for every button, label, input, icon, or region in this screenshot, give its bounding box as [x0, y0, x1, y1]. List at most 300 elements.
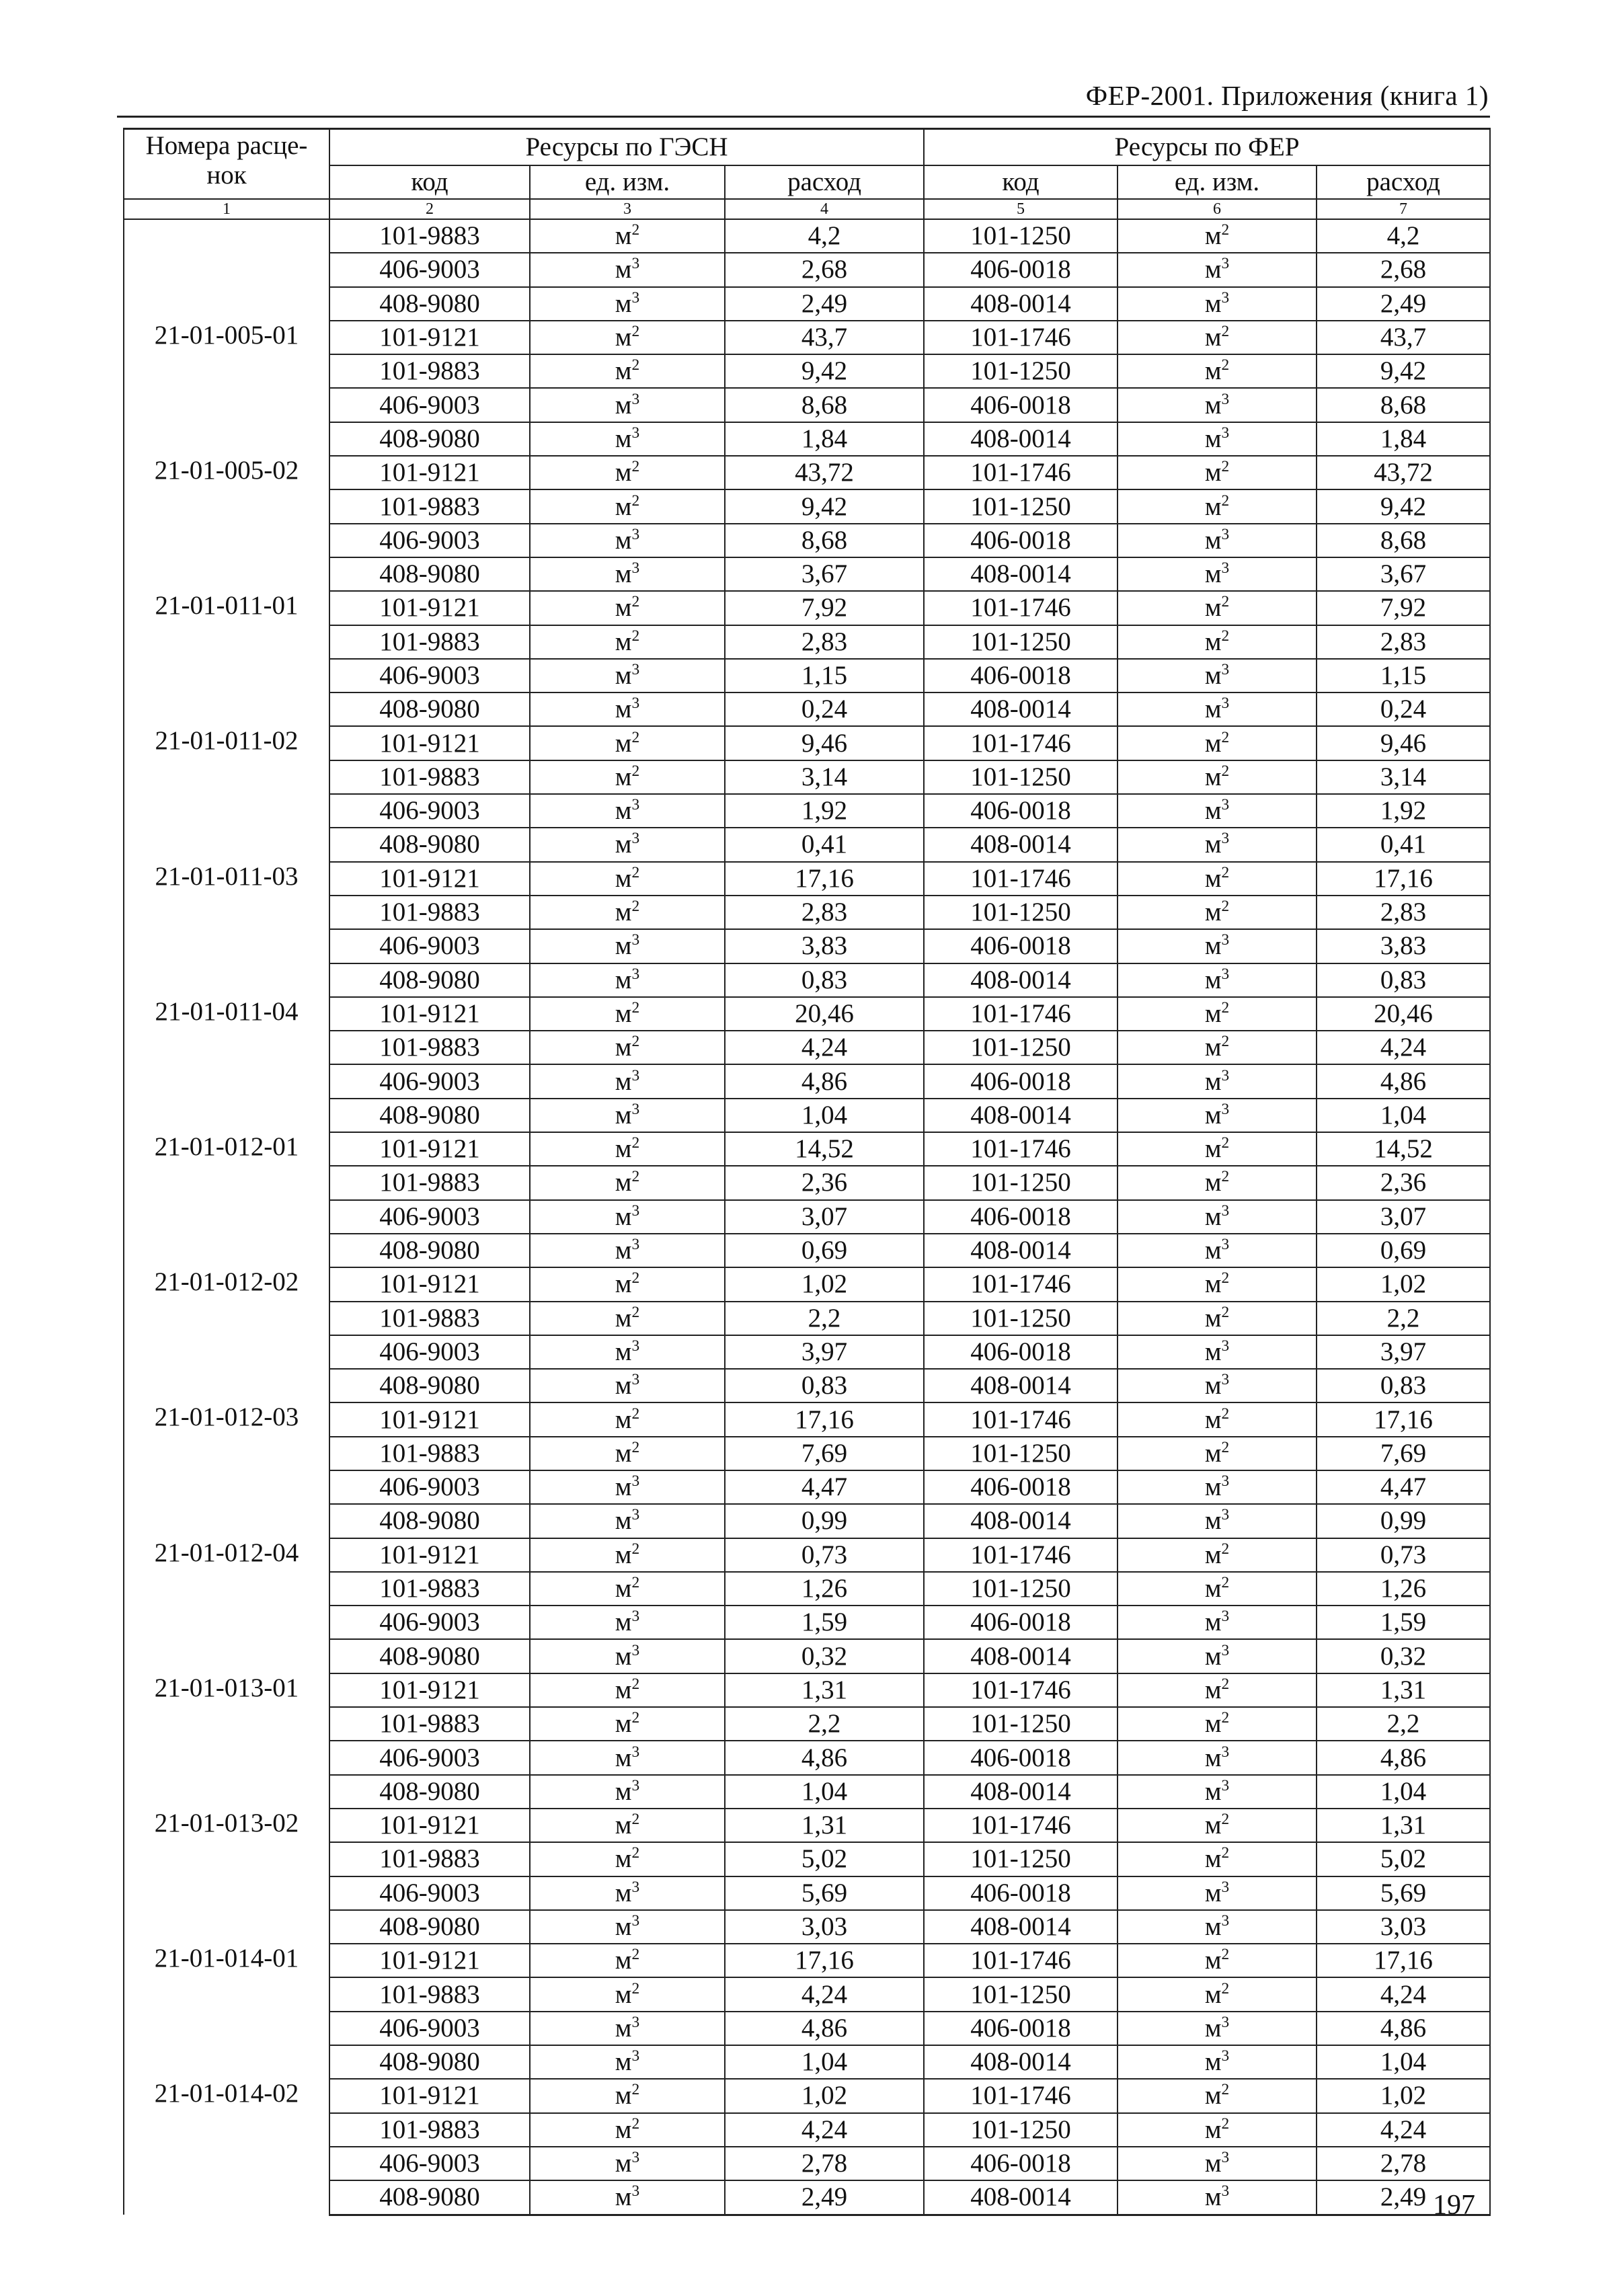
unit-base: м — [615, 830, 632, 859]
unit-exponent: 2 — [1221, 1540, 1230, 1558]
fer-unit-cell — [1118, 2147, 1317, 2180]
unit-exponent: 2 — [1221, 1438, 1230, 1456]
gesn-unit-cell — [530, 1369, 725, 1402]
unit-exponent: 2 — [631, 1844, 640, 1862]
gesn-qty-cell: 7,92 — [725, 591, 924, 625]
gesn-code-cell: 408-9080 — [329, 1234, 530, 1267]
gesn-qty-cell: 4,24 — [725, 2113, 924, 2147]
unit-exponent: 3 — [1221, 695, 1230, 713]
fer-unit-cell — [1118, 1031, 1317, 1064]
gesn-unit-cell — [530, 1572, 725, 1606]
header-fer-qty: расход — [1317, 165, 1490, 199]
fer-unit-cell — [1118, 760, 1317, 794]
unit-base: м — [1204, 1911, 1222, 1941]
unit-base: м — [1204, 1641, 1222, 1671]
gesn-unit-cell — [530, 489, 725, 523]
rate-number-cell: 21-01-011-03 — [124, 862, 329, 997]
gesn-qty-cell: 1,02 — [725, 1267, 924, 1301]
gesn-code-cell: 408-9080 — [329, 422, 530, 456]
gesn-code-cell: 101-9121 — [329, 456, 530, 489]
gesn-unit-cell — [530, 1335, 725, 1369]
gesn-unit-cell — [530, 1842, 725, 1876]
table-row — [124, 1538, 1490, 1572]
column-number: 4 — [725, 199, 924, 219]
fer-unit-cell — [1118, 1606, 1317, 1639]
fer-code-cell: 408-0014 — [924, 963, 1118, 997]
gesn-qty-cell: 0,32 — [725, 1639, 924, 1673]
fer-qty-cell: 1,15 — [1317, 659, 1490, 692]
gesn-code-cell: 101-9883 — [329, 625, 530, 659]
fer-unit-cell — [1118, 1335, 1317, 1369]
unit-exponent: 2 — [631, 898, 640, 916]
rate-number-cell: 21-01-005-01 — [124, 321, 329, 456]
unit-base: м — [615, 898, 632, 927]
gesn-unit-cell — [530, 2147, 725, 2180]
unit-base: м — [615, 1844, 632, 1874]
gesn-qty-cell: 3,97 — [725, 1335, 924, 1369]
unit-exponent: 3 — [1221, 1201, 1230, 1220]
unit-base: м — [615, 796, 632, 826]
gesn-qty-cell: 1,26 — [725, 1572, 924, 1606]
fer-qty-cell: 0,32 — [1317, 1639, 1490, 1673]
unit-base: м — [615, 661, 632, 690]
gesn-code-cell: 406-9003 — [329, 1064, 530, 1098]
fer-unit-cell — [1118, 1673, 1317, 1707]
unit-exponent: 2 — [1221, 1946, 1230, 1964]
unit-exponent: 2 — [631, 1811, 640, 1829]
unit-base: м — [1204, 1506, 1222, 1536]
unit-exponent: 3 — [1221, 1100, 1230, 1118]
fer-qty-cell: 0,83 — [1317, 963, 1490, 997]
gesn-unit-cell — [530, 1977, 725, 2011]
unit-exponent: 3 — [631, 2047, 640, 2065]
unit-base: м — [615, 1201, 632, 1231]
unit-base: м — [1204, 796, 1222, 826]
gesn-qty-cell: 3,14 — [725, 760, 924, 794]
fer-code-cell: 101-1250 — [924, 1302, 1118, 1335]
fer-qty-cell: 5,69 — [1317, 1876, 1490, 1910]
gesn-unit-cell — [530, 794, 725, 828]
unit-exponent: 3 — [631, 1506, 640, 1524]
fer-qty-cell: 4,24 — [1317, 2113, 1490, 2147]
unit-exponent: 3 — [631, 1743, 640, 1761]
column-number-row — [124, 199, 1490, 219]
unit-exponent: 2 — [631, 627, 640, 645]
gesn-qty-cell: 4,24 — [725, 1031, 924, 1064]
fer-code-cell: 101-1250 — [924, 625, 1118, 659]
gesn-unit-cell — [530, 896, 725, 929]
unit-base: м — [1204, 1540, 1222, 1569]
gesn-code-cell: 101-9883 — [329, 760, 530, 794]
unit-base: м — [1204, 1844, 1222, 1874]
unit-exponent: 2 — [631, 1033, 640, 1051]
gesn-qty-cell: 1,04 — [725, 1099, 924, 1132]
unit-exponent: 2 — [631, 1675, 640, 1693]
gesn-qty-cell: 3,83 — [725, 929, 924, 963]
unit-base: м — [615, 1134, 632, 1164]
rate-number-cell: 21-01-013-01 — [124, 1673, 329, 1809]
gesn-code-cell: 101-9883 — [329, 1437, 530, 1470]
gesn-unit-cell — [530, 1234, 725, 1267]
fer-qty-cell: 17,16 — [1317, 862, 1490, 896]
fer-code-cell: 101-1250 — [924, 896, 1118, 929]
table-row — [124, 997, 1490, 1031]
unit-base: м — [1204, 1337, 1222, 1366]
unit-base: м — [1204, 491, 1222, 521]
unit-base: м — [615, 1066, 632, 1096]
unit-base: м — [1204, 525, 1222, 555]
unit-base: м — [615, 1574, 632, 1604]
gesn-unit-cell — [530, 929, 725, 963]
unit-exponent: 3 — [631, 255, 640, 273]
fer-qty-cell: 43,7 — [1317, 321, 1490, 354]
unit-exponent: 3 — [631, 2013, 640, 2031]
fer-qty-cell: 3,14 — [1317, 760, 1490, 794]
gesn-qty-cell: 4,86 — [725, 1064, 924, 1098]
table-row — [124, 1267, 1490, 1301]
unit-base: м — [1204, 2182, 1222, 2212]
fer-unit-cell — [1118, 253, 1317, 286]
fer-code-cell: 406-0018 — [924, 1606, 1118, 1639]
gesn-qty-cell: 1,92 — [725, 794, 924, 828]
gesn-qty-cell: 20,46 — [725, 997, 924, 1031]
unit-exponent: 3 — [631, 965, 640, 983]
fer-unit-cell — [1118, 1572, 1317, 1606]
unit-base: м — [615, 1878, 632, 1907]
unit-exponent: 3 — [631, 1641, 640, 1659]
gesn-unit-cell — [530, 2113, 725, 2147]
unit-exponent: 3 — [1221, 390, 1230, 408]
gesn-code-cell: 101-9883 — [329, 2113, 530, 2147]
fer-unit-cell — [1118, 2180, 1317, 2215]
fer-qty-cell: 17,16 — [1317, 1944, 1490, 1977]
fer-unit-cell — [1118, 591, 1317, 625]
unit-exponent: 2 — [631, 1303, 640, 1321]
fer-qty-cell: 2,78 — [1317, 2147, 1490, 2180]
table-row — [124, 862, 1490, 896]
gesn-unit-cell — [530, 1200, 725, 1234]
fer-qty-cell: 1,59 — [1317, 1606, 1490, 1639]
unit-exponent: 2 — [1221, 898, 1230, 916]
fer-qty-cell: 2,2 — [1317, 1707, 1490, 1741]
unit-exponent: 3 — [631, 288, 640, 307]
table-row — [124, 1402, 1490, 1436]
unit-exponent: 2 — [1221, 2114, 1230, 2133]
unit-base: м — [1204, 288, 1222, 318]
unit-exponent: 2 — [631, 2081, 640, 2099]
rate-number-cell — [124, 219, 329, 321]
gesn-code-cell: 101-9121 — [329, 321, 530, 354]
gesn-qty-cell: 4,47 — [725, 1470, 924, 1504]
unit-base: м — [615, 1371, 632, 1400]
unit-exponent: 3 — [1221, 288, 1230, 307]
unit-exponent: 3 — [1221, 1608, 1230, 1626]
unit-base: м — [615, 1472, 632, 1502]
fer-code-cell: 406-0018 — [924, 2147, 1118, 2180]
fer-unit-cell — [1118, 625, 1317, 659]
fer-unit-cell — [1118, 524, 1317, 557]
unit-base: м — [1204, 390, 1222, 420]
gesn-qty-cell: 0,99 — [725, 1504, 924, 1538]
fer-qty-cell: 3,07 — [1317, 1200, 1490, 1234]
unit-base: м — [615, 1776, 632, 1806]
unit-exponent: 2 — [631, 762, 640, 780]
gesn-unit-cell — [530, 692, 725, 726]
unit-base: м — [615, 1303, 632, 1333]
header-rates-label: Номера расце- нок — [145, 131, 308, 190]
gesn-qty-cell: 0,41 — [725, 828, 924, 861]
unit-exponent: 2 — [1221, 1134, 1230, 1152]
fer-code-cell: 406-0018 — [924, 1876, 1118, 1910]
fer-code-cell: 408-0014 — [924, 2045, 1118, 2079]
gesn-code-cell: 406-9003 — [329, 1876, 530, 1910]
gesn-unit-cell — [530, 1099, 725, 1132]
fer-unit-cell — [1118, 692, 1317, 726]
unit-exponent: 2 — [1221, 1811, 1230, 1829]
unit-base: м — [615, 221, 632, 251]
unit-base: м — [615, 2047, 632, 2077]
gesn-unit-cell — [530, 2045, 725, 2079]
unit-exponent: 3 — [631, 1608, 640, 1626]
gesn-unit-cell — [530, 625, 725, 659]
gesn-code-cell: 101-9121 — [329, 1944, 530, 1977]
unit-exponent: 3 — [1221, 1506, 1230, 1524]
unit-exponent: 3 — [631, 1776, 640, 1794]
gesn-unit-cell — [530, 997, 725, 1031]
unit-base: м — [1204, 424, 1222, 453]
unit-exponent: 3 — [631, 1911, 640, 1930]
unit-base: м — [1204, 1675, 1222, 1704]
unit-exponent: 2 — [1221, 356, 1230, 374]
fer-code-cell: 101-1746 — [924, 1267, 1118, 1301]
fer-qty-cell: 43,72 — [1317, 456, 1490, 489]
unit-base: м — [1204, 1236, 1222, 1265]
fer-qty-cell: 4,47 — [1317, 1470, 1490, 1504]
unit-exponent: 3 — [631, 830, 640, 848]
unit-base: м — [615, 559, 632, 589]
fer-unit-cell — [1118, 1842, 1317, 1876]
fer-qty-cell: 4,2 — [1317, 219, 1490, 253]
gesn-qty-cell: 1,84 — [725, 422, 924, 456]
fer-code-cell: 101-1250 — [924, 1166, 1118, 1199]
column-number: 1 — [124, 199, 329, 219]
unit-base: м — [615, 1911, 632, 1941]
fer-qty-cell: 0,99 — [1317, 1504, 1490, 1538]
unit-base: м — [615, 1100, 632, 1130]
unit-exponent: 2 — [631, 1540, 640, 1558]
unit-base: м — [1204, 1134, 1222, 1164]
table-row — [124, 1944, 1490, 1977]
unit-exponent: 2 — [1221, 2081, 1230, 2099]
fer-code-cell: 101-1746 — [924, 1402, 1118, 1436]
fer-code-cell: 101-1250 — [924, 219, 1118, 253]
fer-qty-cell: 1,04 — [1317, 2045, 1490, 2079]
unit-base: м — [1204, 762, 1222, 791]
unit-base: м — [1204, 255, 1222, 284]
gesn-qty-cell: 2,36 — [725, 1166, 924, 1199]
unit-exponent: 3 — [631, 559, 640, 578]
gesn-unit-cell — [530, 1673, 725, 1707]
fer-unit-cell — [1118, 1470, 1317, 1504]
fer-qty-cell: 0,83 — [1317, 1369, 1490, 1402]
fer-qty-cell: 9,46 — [1317, 726, 1490, 760]
rate-number-cell: 21-01-012-04 — [124, 1538, 329, 1673]
unit-exponent: 3 — [1221, 1066, 1230, 1084]
unit-exponent: 3 — [1221, 1743, 1230, 1761]
unit-base: м — [1204, 1709, 1222, 1739]
fer-unit-cell — [1118, 456, 1317, 489]
fer-qty-cell: 4,86 — [1317, 1741, 1490, 1774]
gesn-code-cell: 101-9121 — [329, 2079, 530, 2112]
fer-unit-cell — [1118, 1369, 1317, 1402]
unit-exponent: 2 — [1221, 1574, 1230, 1592]
unit-exponent: 2 — [631, 1946, 640, 1964]
gesn-code-cell: 408-9080 — [329, 557, 530, 591]
gesn-qty-cell: 8,68 — [725, 524, 924, 557]
unit-base: м — [1204, 2047, 1222, 2077]
header-gesn-group: Ресурсы по ГЭСН — [329, 129, 924, 166]
gesn-code-cell: 101-9883 — [329, 1572, 530, 1606]
fer-code-cell: 101-1746 — [924, 591, 1118, 625]
unit-base: м — [1204, 965, 1222, 994]
unit-base: м — [615, 1641, 632, 1671]
gesn-code-cell: 101-9121 — [329, 591, 530, 625]
unit-base: м — [1204, 1371, 1222, 1400]
gesn-qty-cell: 2,68 — [725, 253, 924, 286]
fer-unit-cell — [1118, 1876, 1317, 1910]
fer-qty-cell: 2,49 — [1317, 287, 1490, 321]
unit-exponent: 2 — [631, 356, 640, 374]
gesn-unit-cell — [530, 253, 725, 286]
fer-unit-cell — [1118, 557, 1317, 591]
fer-code-cell: 408-0014 — [924, 1504, 1118, 1538]
unit-base: м — [1204, 1404, 1222, 1434]
gesn-qty-cell: 2,78 — [725, 2147, 924, 2180]
unit-base: м — [615, 1269, 632, 1299]
gesn-unit-cell — [530, 659, 725, 692]
unit-base: м — [615, 931, 632, 961]
unit-base: м — [1204, 2013, 1222, 2043]
fer-qty-cell: 3,67 — [1317, 557, 1490, 591]
fer-qty-cell: 4,24 — [1317, 1031, 1490, 1064]
fer-code-cell: 406-0018 — [924, 1470, 1118, 1504]
gesn-code-cell: 406-9003 — [329, 388, 530, 422]
column-number: 2 — [329, 199, 530, 219]
fer-qty-cell: 0,73 — [1317, 1538, 1490, 1572]
gesn-qty-cell: 3,67 — [725, 557, 924, 591]
unit-base: м — [615, 1236, 632, 1265]
gesn-qty-cell: 9,42 — [725, 354, 924, 388]
unit-base: м — [615, 965, 632, 994]
fer-code-cell: 101-1250 — [924, 1437, 1118, 1470]
unit-exponent: 3 — [631, 796, 640, 814]
unit-base: м — [615, 1675, 632, 1704]
gesn-code-cell: 101-9883 — [329, 1031, 530, 1064]
fer-code-cell: 408-0014 — [924, 2180, 1118, 2215]
fer-code-cell: 406-0018 — [924, 929, 1118, 963]
unit-exponent: 3 — [1221, 2047, 1230, 2065]
fer-code-cell: 101-1250 — [924, 1572, 1118, 1606]
unit-base: м — [1204, 728, 1222, 758]
fer-unit-cell — [1118, 1707, 1317, 1741]
fer-code-cell: 406-0018 — [924, 1741, 1118, 1774]
gesn-unit-cell — [530, 524, 725, 557]
gesn-qty-cell: 9,42 — [725, 489, 924, 523]
page-number: 197 — [1433, 2190, 1475, 2221]
gesn-code-cell: 406-9003 — [329, 2012, 530, 2045]
fer-code-cell: 101-1746 — [924, 997, 1118, 1031]
gesn-unit-cell — [530, 1606, 725, 1639]
unit-base: м — [615, 1506, 632, 1536]
fer-qty-cell: 2,83 — [1317, 625, 1490, 659]
unit-exponent: 3 — [1221, 559, 1230, 578]
rate-number-cell: 21-01-012-02 — [124, 1267, 329, 1402]
gesn-qty-cell: 17,16 — [725, 862, 924, 896]
unit-exponent: 2 — [1221, 593, 1230, 611]
rate-number-cell: 21-01-011-02 — [124, 726, 329, 861]
fer-qty-cell: 14,52 — [1317, 1132, 1490, 1166]
fer-unit-cell — [1118, 1200, 1317, 1234]
gesn-qty-cell: 0,24 — [725, 692, 924, 726]
rate-number-cell: 21-01-011-01 — [124, 591, 329, 726]
fer-unit-cell — [1118, 963, 1317, 997]
unit-exponent: 2 — [631, 1709, 640, 1727]
fer-code-cell: 408-0014 — [924, 1775, 1118, 1809]
fer-unit-cell — [1118, 896, 1317, 929]
gesn-unit-cell — [530, 1267, 725, 1301]
gesn-qty-cell: 1,04 — [725, 1775, 924, 1809]
unit-exponent: 2 — [631, 458, 640, 476]
gesn-code-cell: 101-9121 — [329, 862, 530, 896]
unit-exponent: 3 — [631, 2182, 640, 2201]
unit-base: м — [615, 1743, 632, 1772]
fer-unit-cell — [1118, 1639, 1317, 1673]
unit-base: м — [1204, 1743, 1222, 1772]
column-number: 6 — [1118, 199, 1317, 219]
table-row — [124, 591, 1490, 625]
table-row — [124, 726, 1490, 760]
column-number: 3 — [530, 199, 725, 219]
table-row — [124, 456, 1490, 489]
gesn-code-cell: 408-9080 — [329, 692, 530, 726]
unit-base: м — [615, 695, 632, 724]
gesn-code-cell: 101-9883 — [329, 1166, 530, 1199]
fer-qty-cell: 2,49 — [1317, 2180, 1490, 2215]
unit-base: м — [615, 627, 632, 656]
header-fer-group: Ресурсы по ФЕР — [924, 129, 1490, 166]
fer-unit-cell — [1118, 1166, 1317, 1199]
unit-base: м — [1204, 863, 1222, 893]
unit-exponent: 2 — [1221, 221, 1230, 239]
gesn-qty-cell: 2,49 — [725, 287, 924, 321]
unit-base: м — [615, 1709, 632, 1739]
gesn-qty-cell: 1,15 — [725, 659, 924, 692]
unit-base: м — [615, 458, 632, 487]
unit-base: м — [1204, 1608, 1222, 1637]
gesn-unit-cell — [530, 1132, 725, 1166]
gesn-code-cell: 406-9003 — [329, 1200, 530, 1234]
gesn-unit-cell — [530, 2012, 725, 2045]
gesn-code-cell: 101-9121 — [329, 997, 530, 1031]
unit-exponent: 3 — [631, 390, 640, 408]
gesn-code-cell: 406-9003 — [329, 1335, 530, 1369]
fer-unit-cell — [1118, 862, 1317, 896]
fer-code-cell: 406-0018 — [924, 524, 1118, 557]
gesn-unit-cell — [530, 726, 725, 760]
gesn-qty-cell: 2,83 — [725, 896, 924, 929]
gesn-unit-cell — [530, 1876, 725, 1910]
gesn-unit-cell — [530, 321, 725, 354]
